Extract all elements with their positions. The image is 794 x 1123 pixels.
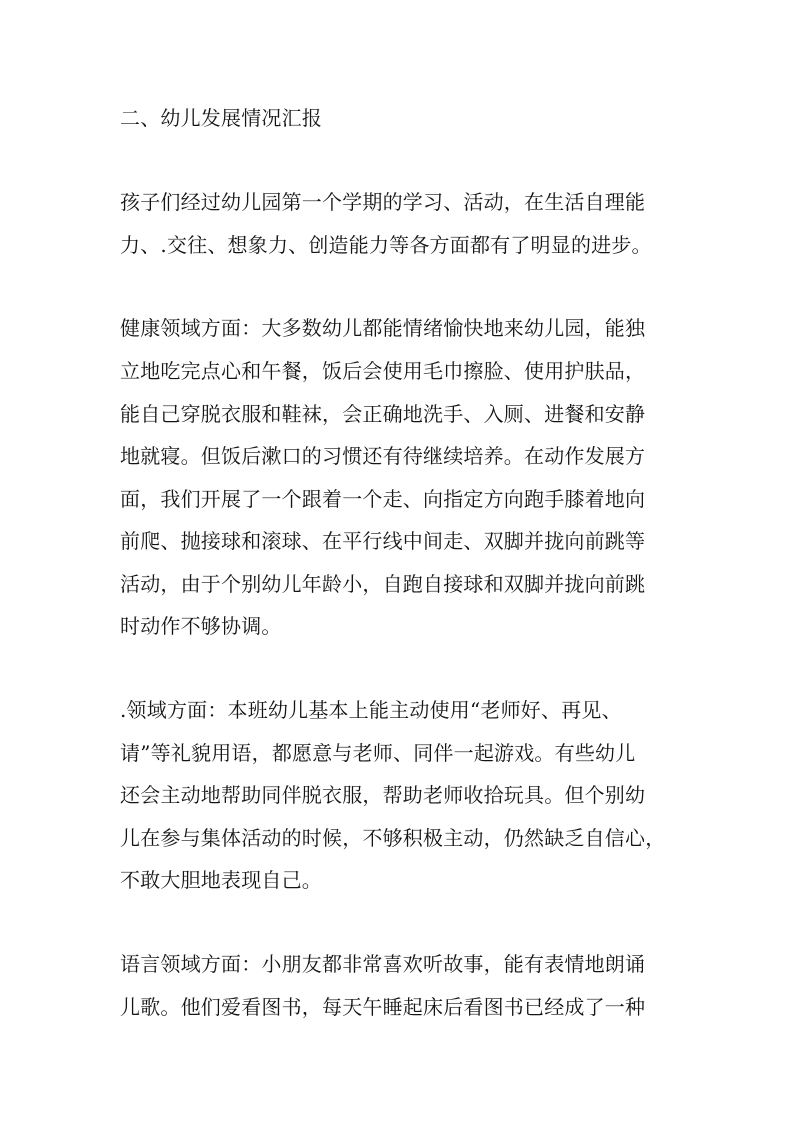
paragraph-line: 活动，由于个别幼儿年龄小，自跑自接球和双脚并拢向前跳 bbox=[120, 572, 646, 596]
paragraph-line: 请”等礼貌用语，都愿意与老师、同伴一起游戏。有些幼儿 bbox=[120, 741, 636, 765]
paragraph-line: 时动作不够协调。 bbox=[120, 614, 282, 638]
paragraph-line: .领域方面：本班幼儿基本上能主动使用“老师好、再见、 bbox=[120, 698, 622, 722]
paragraph-line: 不敢大胆地表现自己。 bbox=[120, 868, 322, 892]
paragraph-line: 地就寝。但饭后漱口的习惯还有待继续培养。在动作发展方 bbox=[120, 444, 646, 468]
paragraph-line: 语言领域方面：小朋友都非常喜欢听故事，能有表情地朗诵 bbox=[120, 952, 646, 976]
section-heading: 二、幼儿发展情况汇报 bbox=[120, 106, 322, 130]
paragraph-line: 能自己穿脱衣服和鞋袜，会正确地洗手、入厕、进餐和安静 bbox=[120, 402, 646, 426]
paragraph-line: 儿在参与集体活动的时候，不够积极主动，仍然缺乏自信心， bbox=[120, 826, 666, 850]
paragraph-line: 孩子们经过幼儿园第一个学期的学习、活动，在生活自理能 bbox=[120, 190, 646, 214]
paragraph-line: 立地吃完点心和午餐，饭后会使用毛巾擦脸、使用护肤品， bbox=[120, 359, 646, 383]
paragraph-line: 前爬、抛接球和滚球、在平行线中间走、双脚并拢向前跳等 bbox=[120, 529, 646, 553]
paragraph-line: 面，我们开展了一个跟着一个走、向指定方向跑手膝着地向 bbox=[120, 487, 646, 511]
paragraph-line: 力、.交往、想象力、创造能力等各方面都有了明显的进步。 bbox=[120, 233, 652, 257]
paragraph-line: 还会主动地帮助同伴脱衣服，帮助老师收拾玩具。但个别幼 bbox=[120, 783, 646, 807]
paragraph-line: 健康领域方面：大多数幼儿都能情绪愉快地来幼儿园，能独 bbox=[120, 316, 646, 340]
paragraph-line: 儿歌。他们爱看图书，每天午睡起床后看图书已经成了一种 bbox=[120, 995, 646, 1019]
